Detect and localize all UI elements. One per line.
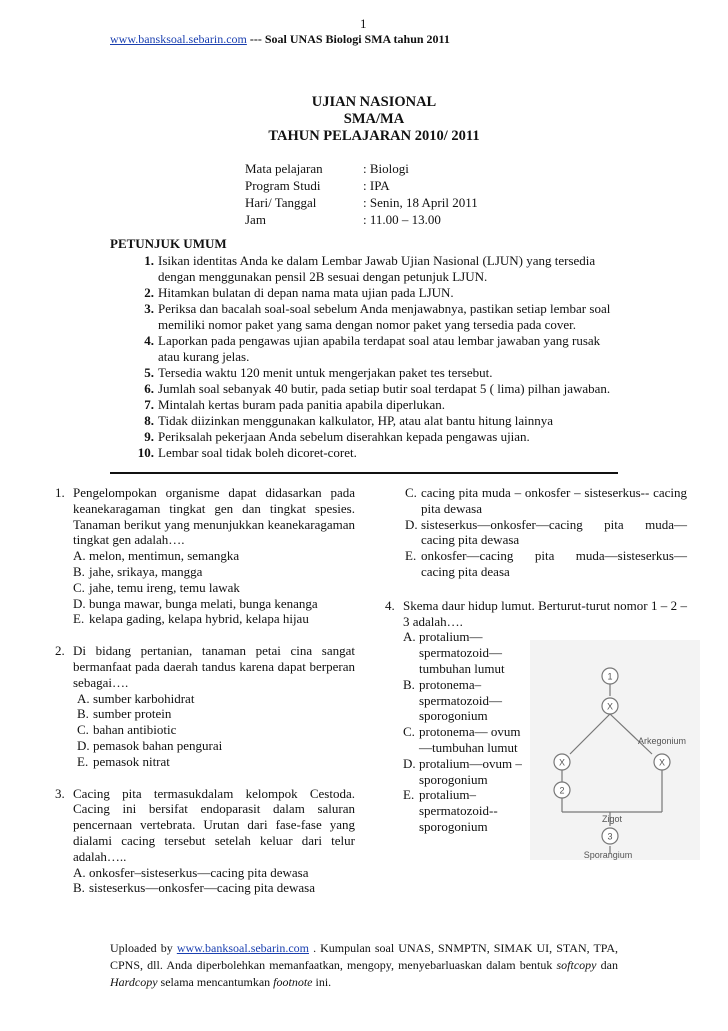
instructions-heading: PETUNJUK UMUM bbox=[110, 236, 227, 251]
header-text: --- Soal UNAS Biologi SMA tahun 2011 bbox=[249, 32, 450, 46]
item-number: 3. bbox=[144, 301, 154, 316]
option bbox=[73, 596, 355, 612]
option bbox=[77, 706, 355, 722]
option bbox=[77, 722, 355, 738]
footer-ini: ini. bbox=[315, 975, 332, 989]
item-number: 7. bbox=[144, 397, 154, 412]
list-item bbox=[130, 413, 620, 429]
list-item bbox=[130, 445, 620, 461]
option-letter: C. bbox=[403, 724, 415, 740]
item-number: 2. bbox=[144, 285, 154, 300]
left-column bbox=[55, 485, 355, 912]
info-key: Jam bbox=[245, 212, 266, 227]
footer-hardcopy: Hardcopy bbox=[110, 975, 158, 989]
option-letter: D. bbox=[403, 755, 416, 771]
question-4-options bbox=[403, 629, 523, 834]
option bbox=[73, 865, 355, 881]
option bbox=[73, 564, 355, 580]
list-item bbox=[130, 429, 620, 445]
option-letter: A. bbox=[73, 864, 86, 880]
option-text: bahan antibiotic bbox=[93, 722, 177, 738]
option-letter: A. bbox=[77, 690, 90, 706]
item-text: Laporkan pada pengawas ujian apabila terdapat soal atau lembar jawaban yang rusak atau kurang jelas. bbox=[158, 333, 601, 364]
info-value: : IPA bbox=[363, 178, 390, 193]
diagram-label: Arkegonium bbox=[637, 736, 687, 746]
option bbox=[73, 580, 355, 596]
option-letter: B. bbox=[73, 880, 85, 896]
footer-site-link[interactable]: www.banksoal.sebarin.com bbox=[176, 941, 309, 955]
list-item bbox=[130, 301, 620, 333]
option-letter: C. bbox=[405, 485, 417, 500]
info-value: : 11.00 – 13.00 bbox=[363, 212, 441, 227]
item-text: Hitamkan bulatan di depan nama mata ujian pada LJUN. bbox=[158, 285, 454, 300]
option-letter: E. bbox=[77, 753, 89, 769]
title-line-1: UJIAN NASIONAL bbox=[311, 94, 437, 110]
item-number: 1. bbox=[144, 253, 154, 268]
diagram-label: X bbox=[658, 757, 666, 768]
option-text: sisteserkus—onkosfer—cacing pita muda— cacing pita dewasa bbox=[421, 516, 687, 548]
option bbox=[77, 754, 355, 770]
title-line-3: TAHUN PELAJARAN 2010/ 2011 bbox=[268, 128, 480, 144]
option bbox=[403, 756, 523, 788]
option bbox=[77, 691, 355, 707]
page-header bbox=[110, 32, 450, 47]
option-letter: E. bbox=[403, 787, 415, 803]
option bbox=[73, 548, 355, 564]
page-number: 1 bbox=[360, 16, 367, 31]
item-number: 9. bbox=[144, 429, 154, 444]
option-letter: C. bbox=[73, 579, 85, 595]
question-stem: Skema daur hidup lumut. Berturut-turut nomor 1 – 2 – 3 adalah…. bbox=[403, 597, 687, 629]
diagram-label: X bbox=[558, 757, 566, 768]
option bbox=[403, 677, 523, 724]
option-text: kelapa gading, kelapa hybrid, kelapa hijau bbox=[89, 611, 309, 627]
option-letter: E. bbox=[405, 548, 417, 564]
exam-info bbox=[245, 160, 478, 228]
option bbox=[73, 880, 355, 896]
option-letter: C. bbox=[77, 722, 89, 738]
item-text: Periksa dan bacalah soal-soal sebelum Anda menjawabnya, pastikan setiap lembar soal memiliki nomor paket yang sama dengan nomor paket yang tersedia pada cover. bbox=[158, 301, 611, 332]
item-number: 6. bbox=[144, 381, 154, 396]
question-stem: Cacing pita termasukdalam kelompok Cestoda. Cacing ini bersifat endoparasit dalam saluran pencernaan vertebrata. Urutan dari fase-fase yang dialami cacing tersebut setelah keluar dari telur adalah….. bbox=[73, 785, 355, 864]
question-1 bbox=[55, 485, 355, 627]
general-instructions bbox=[110, 236, 620, 461]
list-item bbox=[130, 333, 620, 365]
option bbox=[73, 611, 355, 627]
question-number: 4. bbox=[385, 597, 395, 613]
option-letter: B. bbox=[403, 676, 415, 692]
moss-life-cycle-diagram bbox=[530, 640, 700, 860]
option-text: sisteserkus—onkosfer—cacing pita dewasa bbox=[89, 880, 315, 896]
instructions-list bbox=[110, 253, 620, 461]
option-letter: D. bbox=[77, 737, 90, 753]
option-text: protalium— spermatozoid— tumbuhan lumut bbox=[419, 629, 505, 676]
option-text: protalium—ovum – sporogonium bbox=[419, 755, 522, 787]
question-2 bbox=[55, 643, 355, 769]
question-stem: Pengelompokan organisme dapat didasarkan pada keanekaragaman tingkat gen dan tingkat spesies. Tanaman berikut yang menunjukkan keanekaragaman tingkat gen adalah…. bbox=[73, 485, 355, 548]
info-row bbox=[245, 160, 478, 177]
footer-dan: dan bbox=[600, 958, 618, 972]
question-number: 3. bbox=[55, 785, 65, 801]
info-key: Mata pelajaran bbox=[245, 161, 323, 176]
option bbox=[403, 724, 523, 756]
diagram-label: X bbox=[606, 701, 614, 712]
option-text: jahe, srikaya, mangga bbox=[89, 563, 203, 579]
item-text: Tersedia waktu 120 menit untuk mengerjakan paket tes tersebut. bbox=[158, 365, 493, 380]
info-row bbox=[245, 194, 478, 211]
item-text: Periksalah pekerjaan Anda sebelum diserahkan kepada pengawas ujian. bbox=[158, 429, 530, 444]
option-letter: E. bbox=[73, 611, 85, 627]
question-stem: Di bidang pertanian, tanaman petai cina sangat bermanfaat pada daerah tandus karena dapat berperan sebagai…. bbox=[73, 643, 355, 690]
item-text: Isikan identitas Anda ke dalam Lembar Jawab Ujian Nasional (LJUN) yang tersedia dengan menggunakan pensil 2B sesuai dengan petunjuk LJUN. bbox=[158, 253, 596, 284]
item-text: Tidak diizinkan menggunakan kalkulator, HP, atau alat bantu hitung lainnya bbox=[158, 413, 554, 428]
option-letter: A. bbox=[73, 548, 86, 564]
option bbox=[77, 738, 355, 754]
option-text: protalium– spermatozoid-- sporogonium bbox=[419, 787, 498, 834]
option-letter: B. bbox=[73, 563, 85, 579]
header-site-link[interactable]: www.bansksoal.sebarin.com bbox=[110, 32, 247, 46]
option-text: onkosfer–sisteserkus—cacing pita dewasa bbox=[89, 864, 309, 880]
option-text: jahe, temu ireng, temu lawak bbox=[89, 579, 240, 595]
option-text: bunga mawar, bunga melati, bunga kenanga bbox=[89, 595, 318, 611]
option-text: protonema— ovum—tumbuhan lumut bbox=[419, 724, 521, 755]
info-key: Program Studi bbox=[245, 178, 321, 193]
info-value: : Senin, 18 April 2011 bbox=[363, 195, 478, 210]
list-item bbox=[130, 253, 620, 285]
footer-pre: Uploaded by bbox=[110, 941, 173, 955]
info-key: Hari/ Tanggal bbox=[245, 195, 317, 210]
option-text: sumber karbohidrat bbox=[93, 690, 195, 706]
title-line-2: SMA/MA bbox=[343, 111, 405, 127]
section-divider bbox=[110, 472, 618, 474]
option-text: protonema– spermatozoid— sporogonium bbox=[419, 676, 503, 724]
info-row bbox=[245, 177, 478, 194]
diagram-label: 1 bbox=[607, 671, 613, 682]
item-text: Jumlah soal sebanyak 40 butir, pada setiap butir soal terdapat 5 ( lima) pilhan jawaban. bbox=[158, 381, 611, 396]
list-item bbox=[130, 285, 620, 301]
footer-softcopy: softcopy bbox=[556, 958, 597, 972]
item-text: Mintalah kertas buram pada panitia apabila diperlukan. bbox=[158, 397, 445, 412]
info-value: : Biologi bbox=[363, 161, 409, 176]
option bbox=[405, 517, 687, 549]
option-letter: D. bbox=[405, 516, 418, 532]
option-text: pemasok bahan pengurai bbox=[93, 737, 223, 753]
option-text: melon, mentimun, semangka bbox=[89, 548, 240, 564]
option-letter: D. bbox=[73, 595, 86, 611]
info-row bbox=[245, 211, 478, 228]
page-footer bbox=[110, 940, 618, 991]
item-number: 10. bbox=[137, 445, 154, 460]
option-text: cacing pita muda – onkosfer – sisteserkus-- cacing pita dewasa bbox=[421, 485, 687, 516]
option-letter: A. bbox=[403, 629, 416, 645]
footer-selama: selama mencantumkan bbox=[160, 975, 271, 989]
option-letter: B. bbox=[77, 706, 89, 722]
list-item bbox=[130, 381, 620, 397]
diagram-label: 3 bbox=[607, 831, 613, 842]
item-text: Lembar soal tidak boleh dicoret-coret. bbox=[158, 445, 357, 460]
question-3 bbox=[55, 786, 355, 897]
item-number: 8. bbox=[144, 413, 154, 428]
option bbox=[405, 485, 687, 517]
footer-footnote: footnote bbox=[273, 975, 313, 989]
diagram-label: Zigot bbox=[601, 814, 623, 824]
item-number: 5. bbox=[144, 365, 154, 380]
option bbox=[403, 629, 523, 676]
list-item bbox=[130, 365, 620, 381]
exam-title bbox=[0, 94, 728, 145]
option-text: pemasok nitrat bbox=[93, 753, 170, 769]
question-number: 1. bbox=[55, 485, 65, 500]
question-3-continued bbox=[385, 485, 687, 580]
footer-post: . Kumpulan soal UNAS, SNMPTN, SIMAK UI, STAN, TPA, CPNS, dll. Anda diperbolehkan memanfaatkan, mengopy, menyebarluaskan dalam bentuk bbox=[110, 941, 619, 972]
question-number: 2. bbox=[55, 643, 65, 659]
diagram-label: 2 bbox=[559, 785, 565, 796]
diagram-label: Sporangium bbox=[583, 850, 633, 860]
item-number: 4. bbox=[144, 333, 154, 348]
list-item bbox=[130, 397, 620, 413]
option-text: onkosfer—cacing pita muda—sisteserkus— cacing pita deasa bbox=[421, 548, 687, 579]
option bbox=[403, 787, 523, 834]
option bbox=[405, 548, 687, 580]
option-text: sumber protein bbox=[93, 706, 172, 722]
